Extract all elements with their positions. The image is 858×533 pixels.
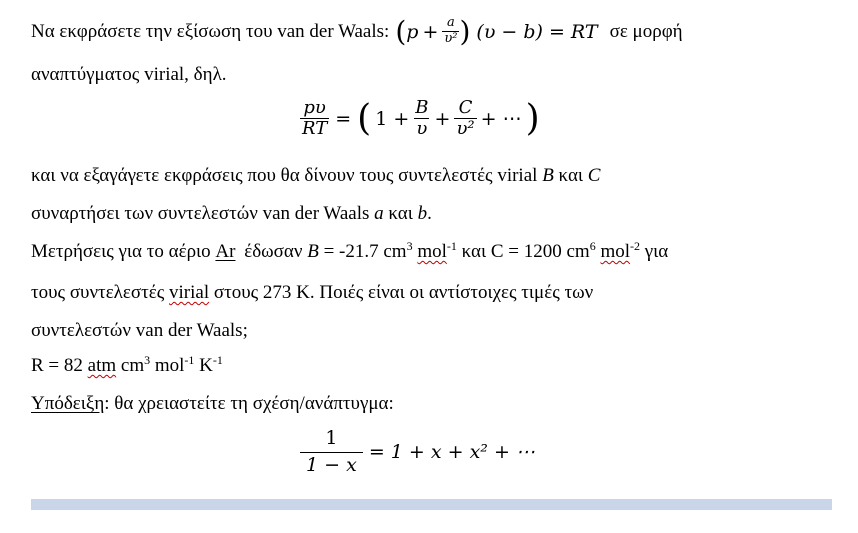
problem-line-6 xyxy=(31,282,593,304)
problem-line-8 xyxy=(31,355,223,377)
cm-unit: cm xyxy=(120,355,145,376)
hint-label: Υπόδειξη xyxy=(31,393,105,414)
eq-v2: υ² xyxy=(444,30,458,46)
vdw-a: a xyxy=(374,203,384,224)
sup-3: 3 xyxy=(406,239,413,253)
line3-and: και xyxy=(558,165,584,186)
eq-plus: + xyxy=(422,20,439,43)
sup-minus-1-r: -1 xyxy=(184,353,195,367)
b-over-v xyxy=(413,98,430,139)
line3-text: και να εξαγάγετε εκφράσεις που θα δίνουν τους συντελεστές virial xyxy=(31,165,538,186)
eq-a: a xyxy=(447,15,455,31)
sup-minus-2: -2 xyxy=(630,239,641,253)
vdw-b: b xyxy=(417,203,428,224)
coef-c: C xyxy=(587,165,601,186)
b-denominator: υ xyxy=(416,117,428,139)
series-numerator: 1 xyxy=(325,427,338,449)
hint-text: : θα χρειαστείτε τη σχέση/ανάπτυγμα: xyxy=(104,393,394,414)
series-tail: + ⋯ xyxy=(480,107,522,130)
c-denominator: υ² xyxy=(456,117,475,139)
sup-minus-1-k: -1 xyxy=(212,353,223,367)
sup-3-r: 3 xyxy=(144,353,151,367)
coef-b: B xyxy=(542,165,554,186)
one-plus: 1 + xyxy=(375,107,410,130)
b-numerator: B xyxy=(415,97,429,118)
line1-text: Να εκφράσετε την εξίσωση του van der Waals: xyxy=(31,20,390,42)
line6-rest: στους 273 K. Ποιές είναι οι αντίστοιχες τιμές των xyxy=(213,282,594,303)
problem-line-5 xyxy=(31,241,668,263)
geometric-series-equation xyxy=(300,428,535,477)
line5-for: για xyxy=(644,241,669,262)
van-der-waals-equation: ( p + $\frac{a}{\text{υ²}}$ ) (υ − b) = RT xyxy=(395,15,598,48)
virial-equals: = xyxy=(335,107,352,130)
bottom-divider-bar xyxy=(31,499,832,510)
line5-b-value: = -21.7 cm xyxy=(323,241,407,262)
mol-unit-r: mol xyxy=(154,355,185,376)
problem-line-4 xyxy=(31,203,432,225)
mol-unit-2: mol xyxy=(600,241,631,262)
problem-line-2: αναπτύγματος virial, δηλ. xyxy=(31,64,227,85)
plus-sign: + xyxy=(434,107,451,130)
r-value: R = 82 xyxy=(31,355,83,376)
line6-text: τους συντελεστές xyxy=(31,282,165,303)
line5-text: Μετρήσεις για το αέριο xyxy=(31,241,211,262)
series-rhs: = 1 + x + x² + ⋯ xyxy=(368,441,535,464)
virial-expansion-equation: $\frac{p\upsilon}{RT}$ = ( 1 + $\frac{B}{\upsilon}$ + $\frac{C}{\text{υ²}}$ + ⋯ ) xyxy=(302,97,540,140)
line4-and: και xyxy=(388,203,413,224)
line4-period: . xyxy=(427,203,432,224)
line5-c-value: και C = 1200 cm xyxy=(461,241,590,262)
line5-gave: έδωσαν xyxy=(244,241,303,262)
lhs-fraction xyxy=(300,98,329,139)
lhs-numerator: pυ xyxy=(303,97,326,118)
k-unit: K xyxy=(199,355,213,376)
problem-line-9 xyxy=(31,393,394,415)
problem-line-1 xyxy=(31,15,683,48)
mol-unit-1: mol xyxy=(417,241,447,262)
c-numerator: C xyxy=(458,97,473,118)
line1-tail: σε μορφή xyxy=(609,20,683,42)
series-fraction xyxy=(300,428,363,477)
atm-unit: atm xyxy=(87,355,117,376)
line5-b: B xyxy=(307,241,319,262)
eq-rt: = RT xyxy=(548,20,598,43)
sup-6: 6 xyxy=(589,239,596,253)
lhs-denominator: RT xyxy=(302,117,328,139)
eq-p: p xyxy=(406,20,419,43)
eq-a-over-v2 xyxy=(442,16,459,46)
c-over-v2 xyxy=(454,98,476,139)
series-denominator: 1 − x xyxy=(300,452,363,477)
argon-label: Ar xyxy=(215,241,236,262)
sup-minus-1: -1 xyxy=(446,239,457,253)
problem-line-7: συντελεστών van der Waals; xyxy=(31,320,248,341)
eq-v-minus-b: (υ − b) xyxy=(476,20,543,43)
virial-word: virial xyxy=(169,282,210,303)
problem-line-3 xyxy=(31,165,600,187)
line4-text: συναρτήσει των συντελεστών van der Waals xyxy=(31,203,370,224)
